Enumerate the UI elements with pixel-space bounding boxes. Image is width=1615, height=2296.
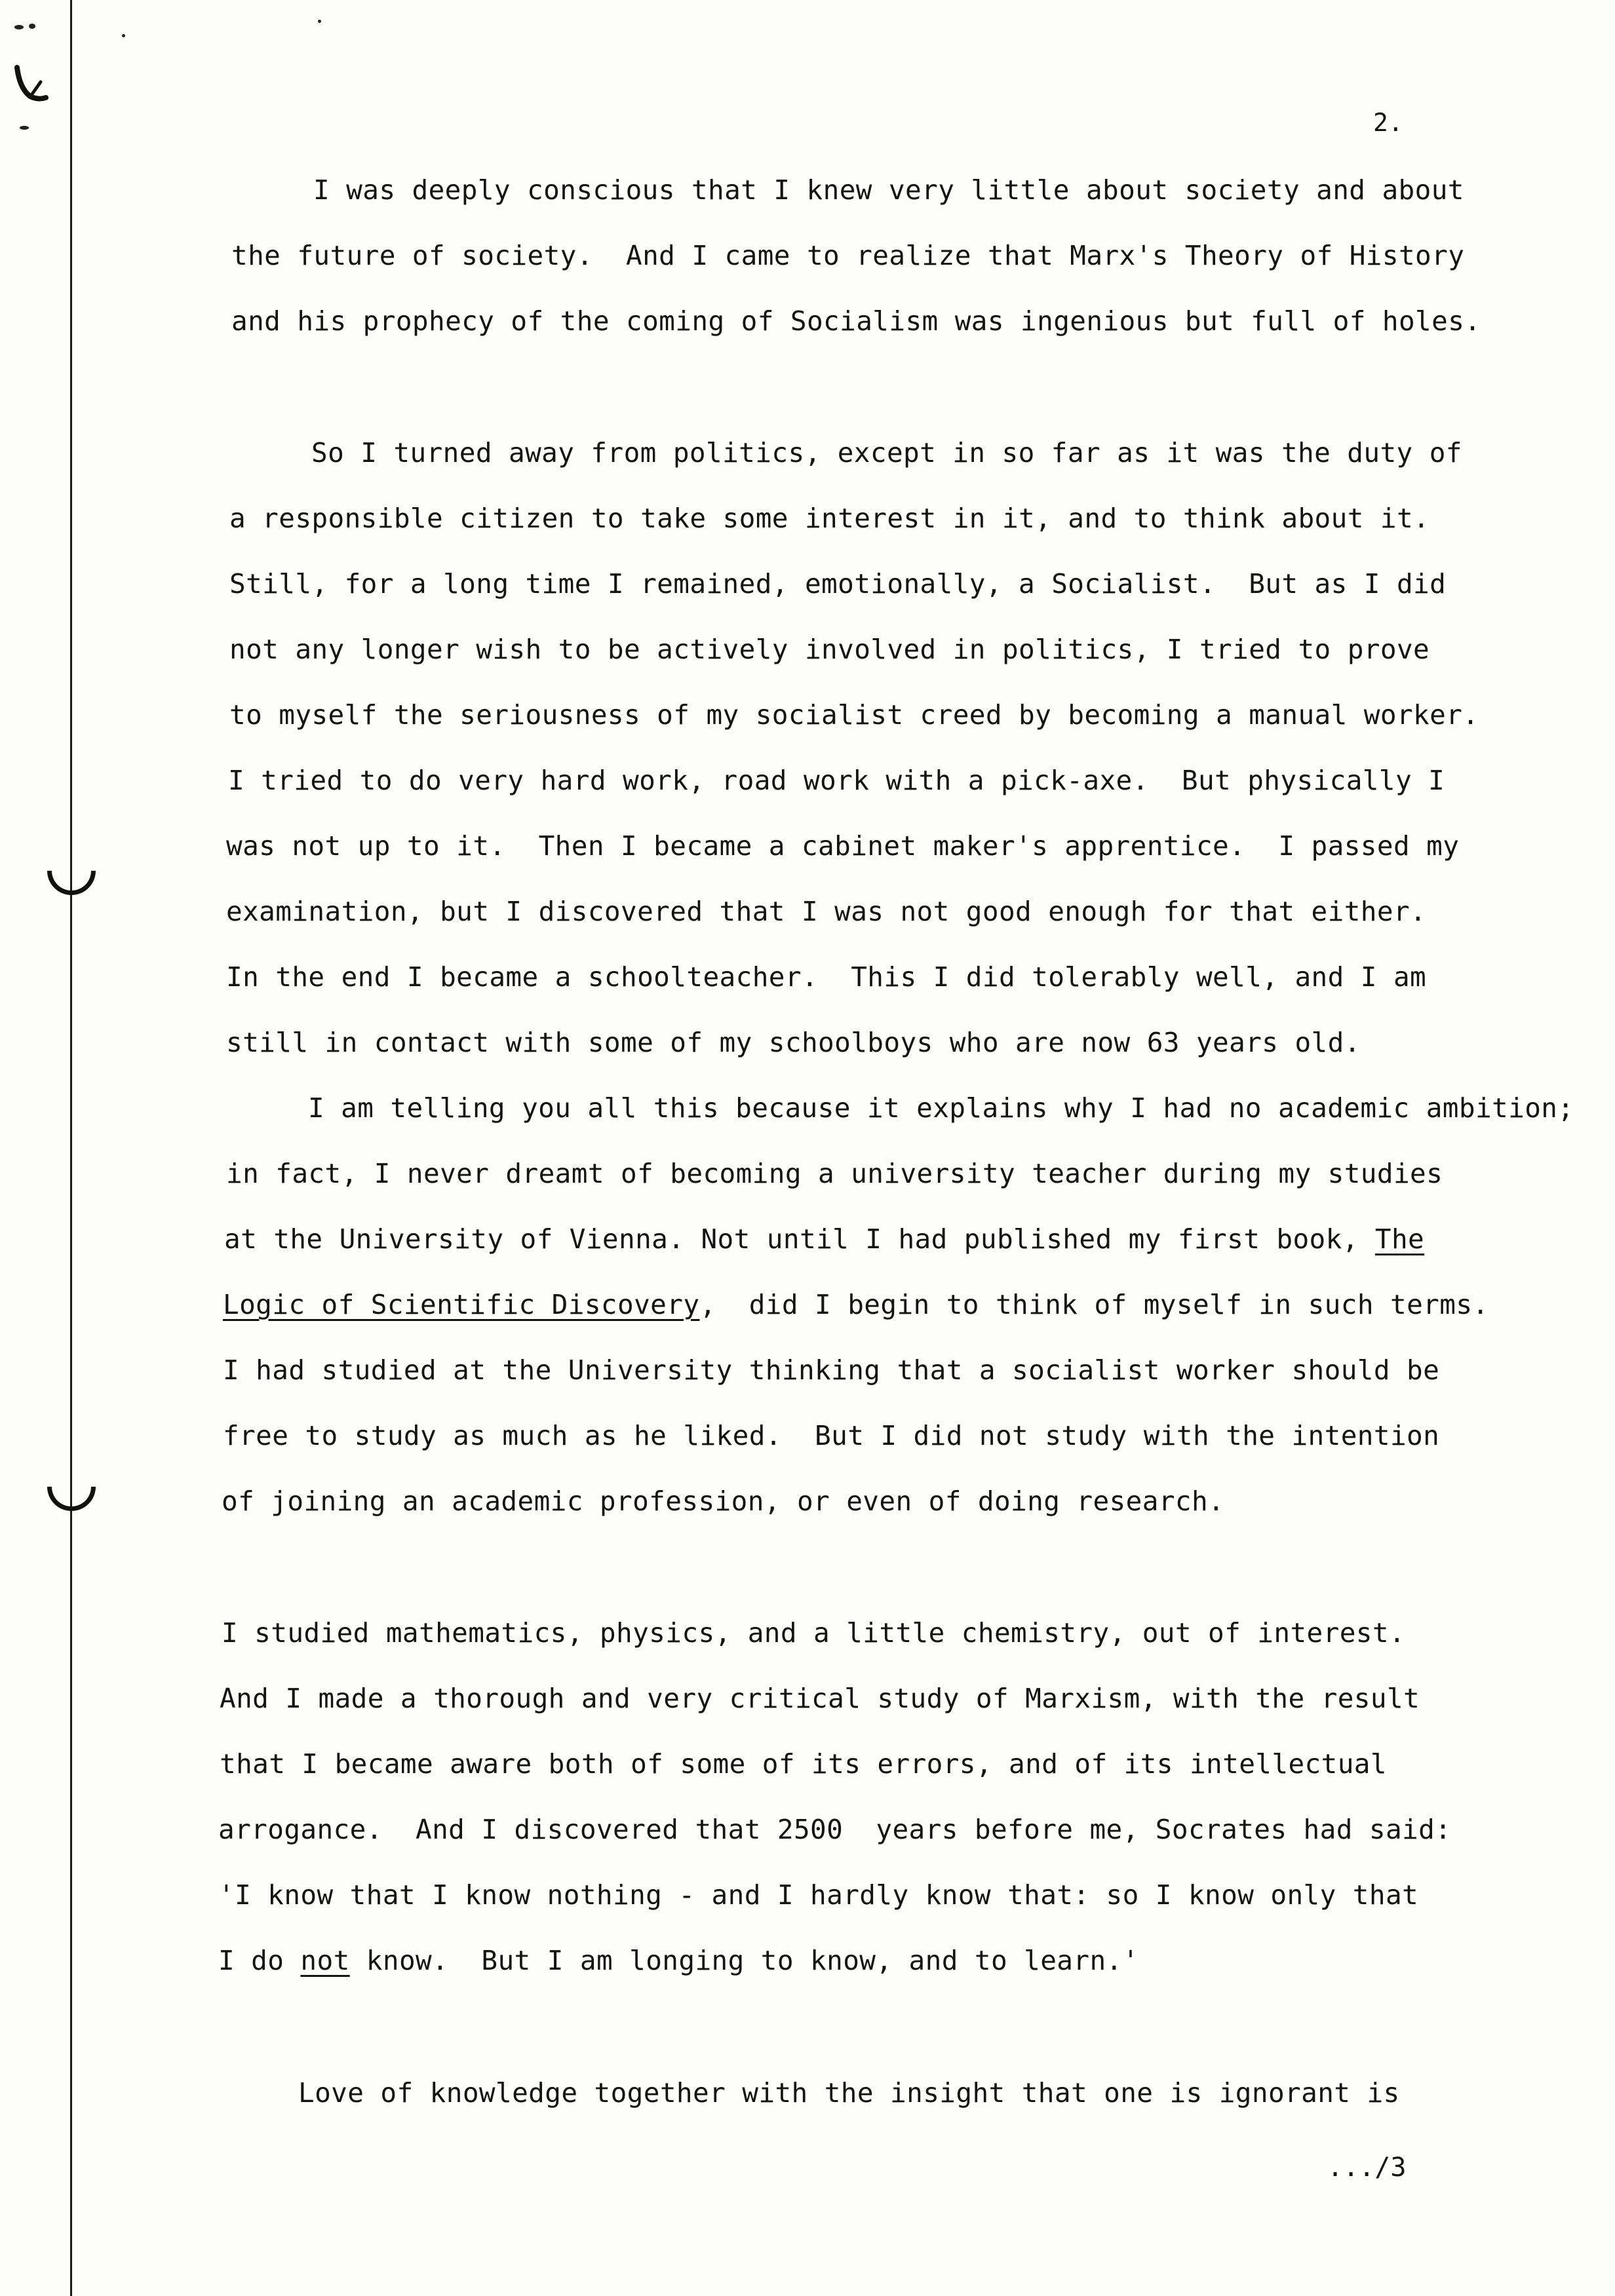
ink-speck [20, 126, 29, 130]
text-line: Love of knowledge together with the insight that one is ignorant is [298, 2077, 1400, 2109]
emphasis-underlined: not [300, 1945, 350, 1976]
text-line: I studied mathematics, physics, and a little chemistry, out of interest. [222, 1617, 1406, 1649]
ink-speck [318, 20, 321, 23]
text-line: and his prophecy of the coming of Socialism was ingenious but full of holes. [231, 305, 1481, 337]
page-number: 2. [1373, 108, 1403, 137]
book-title-underlined: Logic of Scientific Discovery [223, 1289, 700, 1320]
ink-speck [14, 25, 24, 29]
text-line: So I turned away from politics, except in so far as it was the duty of [311, 437, 1462, 469]
text-line: In the end I became a schoolteacher. This I did tolerably well, and I am [226, 961, 1427, 993]
continuation-marker: .../3 [1327, 2152, 1407, 2183]
text-span: at the University of Vienna. Not until I had published my first book, [224, 1223, 1375, 1255]
text-line: I was deeply conscious that I knew very little about society and about [313, 174, 1464, 206]
text-line [223, 1289, 1489, 1320]
binder-ring-icon [37, 837, 106, 906]
text-line: free to study as much as he liked. But I did not study with the intention [223, 1420, 1440, 1451]
text-line: of joining an academic profession, or even of doing research. [222, 1485, 1225, 1517]
ink-mark-icon [12, 62, 51, 115]
text-line: arrogance. And I discovered that 2500 years before me, Socrates had said: [218, 1814, 1452, 1845]
binding-line [70, 0, 72, 2296]
ink-speck [29, 24, 35, 29]
text-line: in fact, I never dreamt of becoming a university teacher during my studies [226, 1158, 1443, 1189]
text-line: I am telling you all this because it explains why I had no academic ambition; [308, 1092, 1574, 1124]
text-span: know. But I am longing to know, and to learn.' [349, 1945, 1139, 1976]
text-line: still in contact with some of my schoolboys who are now 63 years old. [226, 1027, 1361, 1058]
text-line: And I made a thorough and very critical study of Marxism, with the result [220, 1683, 1420, 1714]
text-span: , did I begin to think of myself in such terms. [699, 1289, 1489, 1320]
text-line: I had studied at the University thinking that a socialist worker should be [223, 1354, 1440, 1386]
binder-ring-icon [37, 1453, 106, 1521]
text-span: I do [218, 1945, 301, 1976]
text-line: examination, but I discovered that I was not good enough for that either. [226, 896, 1427, 927]
ink-speck [122, 34, 125, 37]
book-title-underlined: The [1374, 1223, 1425, 1255]
text-line: I tried to do very hard work, road work with a pick-axe. But physically I [228, 765, 1445, 796]
text-line: Still, for a long time I remained, emotionally, a Socialist. But as I did [229, 568, 1447, 600]
text-line: a responsible citizen to take some interest in it, and to think about it. [229, 503, 1430, 534]
text-line: 'I know that I know nothing - and I hardly know that: so I know only that [218, 1879, 1419, 1911]
text-line: the future of society. And I came to realize that Marx's Theory of History [231, 240, 1465, 271]
text-line [224, 1223, 1424, 1255]
text-line [218, 1945, 1139, 1976]
text-line: that I became aware both of some of its errors, and of its intellectual [220, 1748, 1387, 1780]
text-line: to myself the seriousness of my socialist creed by becoming a manual worker. [229, 699, 1479, 731]
text-line: not any longer wish to be actively involved in politics, I tried to prove [229, 634, 1430, 665]
text-line: was not up to it. Then I became a cabinet maker's apprentice. I passed my [226, 830, 1460, 862]
